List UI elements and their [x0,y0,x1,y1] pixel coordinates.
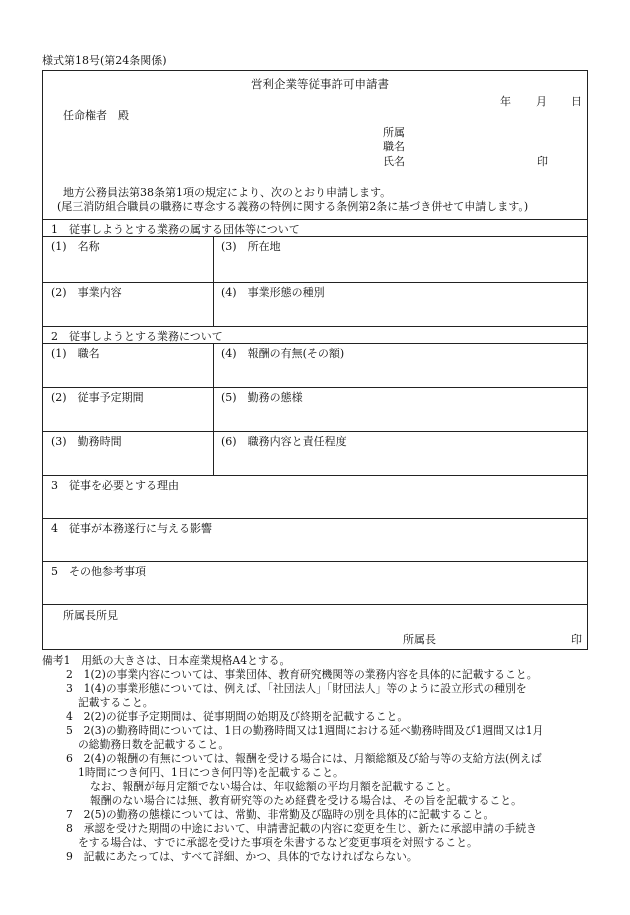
note-line: 5 2(3)の勤務時間については、1日の勤務時間又は1週間における延べ勤務時間及び1週間又は1月 [66,724,544,737]
note-line: 4 2(2)の従事予定期間は、従事期間の始期及び終期を記載すること。 [66,710,409,723]
note-line: 6 2(4)の報酬の有無については、報酬を受ける場合には、月額総額及び給与等の支給方法(例えば [66,752,542,765]
date-month: 月 [536,95,547,108]
date-year: 年 [500,95,511,108]
addressee: 任命権者 殿 [63,109,129,122]
note-line: 報酬のない場合には無、教育研究等のため経費を受ける場合は、その旨を記載すること。 [90,794,522,807]
field-working-hours: (3) 勤務時間 [51,435,122,448]
applicant-name-label: 氏名 [383,155,405,168]
field-business-form-type: (4) 事業形態の種別 [221,286,325,299]
chief-signer-label: 所属長 [403,633,436,646]
note-line: なお、報酬が毎月定額でない場合は、年収総額の平均月額を記載すること。 [90,780,458,793]
form-number: 様式第18号(第24条関係) [42,54,167,67]
date-day: 日 [571,95,582,108]
note-line: 8 承認を受けた期間の中途において、申請書記載の内容に変更を生じ、新たに承認申請の手続き [66,822,537,835]
chief-seal-mark: 印 [571,633,582,646]
field-duties-responsibility: (6) 職務内容と責任程度 [221,435,347,448]
field-organization-name: (1) 名称 [51,240,100,253]
note-line: 記載すること。 [78,696,154,709]
applicant-seal-mark: 印 [537,155,548,168]
note-line: 9 記載にあたっては、すべて詳細、かつ、具体的でなければならない。 [66,850,418,863]
note-line: 1時間につき何円、1日につき何円等)を記載すること。 [78,766,344,779]
applicant-position-label: 職名 [383,140,405,153]
note-line: の総勤務日数を記載すること。 [78,738,230,751]
section-2-heading: 2 従事しようとする業務について [51,330,223,343]
statement-line-2: (尾三消防組合職員の職務に専念する義務の特例に関する条例第2条に基づき併せて申請します。) [57,200,529,213]
section-4-heading: 4 従事が本務遂行に与える影響 [51,522,212,535]
section-1-heading: 1 従事しようとする業務の属する団体等について [51,223,300,236]
field-organization-location: (3) 所在地 [221,240,281,253]
field-reward: (4) 報酬の有無(その額) [221,347,345,360]
field-job-title: (1) 職名 [51,347,100,360]
section-3-heading: 3 従事を必要とする理由 [51,479,179,492]
field-planned-period: (2) 従事予定期間 [51,391,144,404]
note-line: 3 1(4)の事業形態については、例えば、「社団法人」「財団法人」等のように設立形式の種別を [66,682,527,695]
field-work-mode: (5) 勤務の態様 [221,391,303,404]
note-line: 備考1 用紙の大きさは、日本産業規格A4とする。 [42,654,291,667]
form-title: 営利企業等従事許可申請書 [251,77,389,91]
section-5-heading: 5 その他参考事項 [51,565,146,578]
note-line: をする場合は、すでに承認を受けた事項を朱書するなど変更事項を対照すること。 [78,836,478,849]
chief-opinion-heading: 所属長所見 [63,609,118,622]
field-business-content: (2) 事業内容 [51,286,122,299]
statement-line-1: 地方公務員法第38条第1項の規定により、次のとおり申請します。 [63,186,392,199]
note-line: 7 2(5)の勤務の態様については、常勤、非常勤及び臨時の別を具体的に記載すること。 [66,808,495,821]
applicant-affiliation-label: 所属 [383,126,405,139]
note-line: 2 1(2)の事業内容については、事業団体、教育研究機関等の業務内容を具体的に記載すること。 [66,668,538,681]
application-form [42,70,588,650]
